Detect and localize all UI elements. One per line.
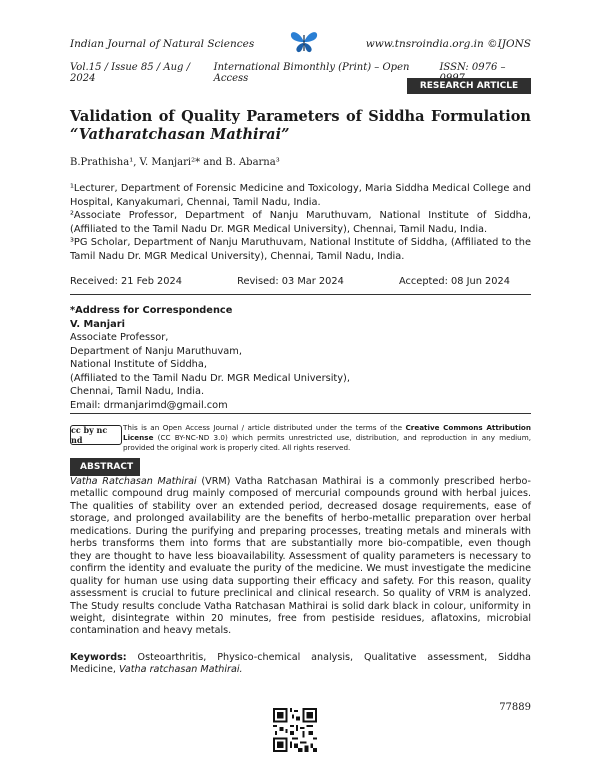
butterfly-logo-icon: [290, 30, 318, 54]
journal-website: www.tnsroindia.org.in ©IJONS: [365, 38, 531, 50]
license-text: This is an Open Access Journal / article distributed under the terms of the Creative Commons Attribution License (CC BY-NC-ND 3.0) which permits unrestricted use, distribution, and reproduction in any medium, provided the original work is properly cited. All rights reserved.: [123, 423, 531, 452]
publication-frequency: International Bimonthly (Print) – Open Access: [213, 62, 410, 84]
title-word: of: [158, 108, 175, 125]
correspondence-line: (Affiliated to the Tamil Nadu Dr. MGR Medical University),: [70, 372, 350, 384]
journal-name: Indian Journal of Natural Sciences: [70, 38, 255, 50]
keywords-label: Keywords:: [70, 652, 127, 663]
dates-row: [70, 276, 510, 287]
abstract-heading: ABSTRACT: [70, 458, 140, 476]
title-line-1: [70, 108, 531, 126]
correspondence-name: V. Manjari: [70, 318, 125, 330]
affiliation-2: ²Associate Professor, Department of Nanju Maruthuvam, National Institute of Siddha, (Affiliated to the Tamil Nadu Dr. MGR Medical University), Chennai, Tamil Nadu, India.: [70, 210, 531, 235]
divider: [70, 413, 531, 414]
title-word: of: [345, 108, 362, 125]
correspondence-line: Department of Nanju Maruthuvam,: [70, 345, 242, 357]
divider: [70, 294, 531, 295]
title-line-2: “Vatharatchasan Mathirai”: [70, 126, 290, 143]
abstract-text: Vatha Ratchasan Mathirai (VRM) Vatha Ratchasan Mathirai is a commonly prescribed herbo-metallic compound drug mainly composed of mercurial compounds ground with herbal juices. The qualities of stability over an extended period, decreased dosage requirements, ease of storage, and prolonged availability are the benefits of herbo-metallic preparation over herbal medications. During the purifying and preparing processes, treating metals and minerals with herbs transforms them into forms that are substantially more bio-compatible, even though they are thought to have less bioavailability. Assessment of quality parameters is necessary to confirm the identity and evaluate the purity of the medicine. We must investigate the medicine quality for human use using data supporting their efficacy and safety. For this reason, quality assessment is crucial to future preclinical and clinical research. So quality of VRM is analyzed. The Study results conclude Vatha Ratchasan Mathirai is solid dark black in colour, uniformity in weight, disintegrate within 20 minutes, free from pestiside residues, aflatoxins, microbial contamination and heavy metals.: [70, 476, 531, 637]
issn: ISSN: 0976 –: [439, 62, 506, 73]
title-word: Formulation: [430, 108, 531, 125]
title-word: Quality: [181, 108, 240, 125]
creative-commons-badge: cc by nc nd: [70, 425, 122, 445]
title-word: Validation: [70, 108, 153, 125]
received-date: Received: 21 Feb 2024: [70, 276, 182, 287]
article-type-badge: RESEARCH ARTICLE: [407, 78, 531, 94]
correspondence-heading: *Address for Correspondence: [70, 305, 233, 316]
keywords: Keywords: Osteoarthritis, Physico-chemical analysis, Qualitative assessment, Siddha Medicine, Vatha ratchasan Mathirai.: [70, 652, 531, 676]
title-word: Parameters: [246, 108, 340, 125]
qr-code-icon: [273, 708, 317, 752]
page-number: 77889: [499, 702, 531, 713]
affiliation-3: ³PG Scholar, Department of Nanju Maruthuvam, National Institute of Siddha, (Affiliated to the Tamil Nadu Dr. MGR Medical University), Chennai, Tamil Nadu, India.: [70, 237, 531, 262]
volume-issue: Vol.15 / Issue 85 / Aug / 2024: [70, 62, 190, 84]
correspondence-email: Email: drmanjarimd@gmail.com: [70, 399, 228, 411]
authors: B.Prathisha¹, V. Manjari²* and B. Abarna³: [70, 157, 280, 168]
correspondence-line: National Institute of Siddha,: [70, 359, 207, 370]
accepted-date: Accepted: 08 Jun 2024: [398, 276, 510, 287]
license-name: Creative Commons Attribution License: [123, 423, 531, 442]
correspondence-line: Chennai, Tamil Nadu, India.: [70, 386, 205, 397]
article-title: [70, 108, 531, 144]
affiliation-1: ¹Lecturer, Department of Forensic Medicine and Toxicology, Maria Siddha Medical College and Hospital, Kanyakumari, Chennai, Tamil Nadu, India.: [70, 183, 531, 208]
revised-date: Revised: 03 Mar 2024: [237, 276, 344, 287]
correspondence-block: [70, 304, 350, 412]
abstract-lead: Vatha Ratchasan Mathirai: [70, 476, 197, 487]
title-word: Siddha: [368, 108, 425, 125]
correspondence-line: Associate Professor,: [70, 332, 169, 343]
